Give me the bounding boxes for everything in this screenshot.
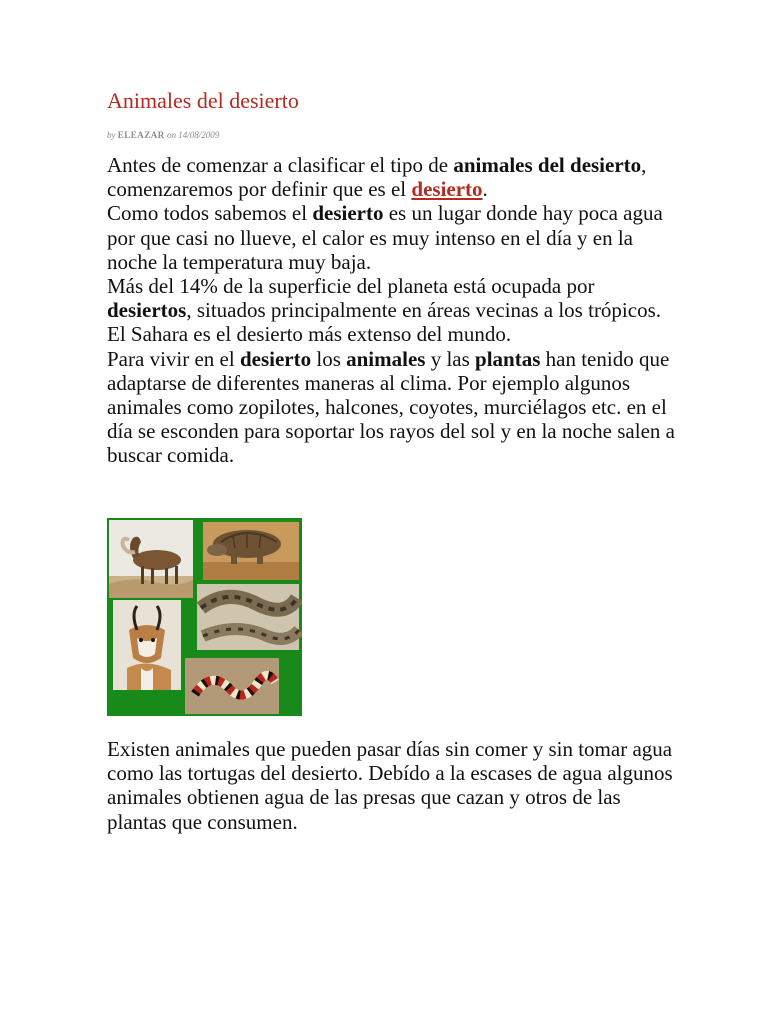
- paragraph-2: [107, 201, 663, 273]
- byline-author[interactable]: ELEAZAR: [117, 130, 165, 140]
- p4-text-4: han tenido que adaptarse de diferentes maneras al clima. Por ejemplo algunos animales como zopilotes, halcones, coyotes, murciélagos etc. en el día se esconden para soportar los rayos del sol y en la noche salen a buscar comida.: [107, 346, 675, 468]
- paragraph-5: Existen animales que pueden pasar días sin comer y sin tomar agua como las tortugas del desierto. Debído a la escases de agua algunos animales obtienen agua de las presas que cazan y otros de las plantas que consumen.: [107, 737, 673, 834]
- p3-text-2: , situados principalmente en áreas vecinas a los trópicos. El Sahara es el desierto más extenso del mundo.: [107, 298, 662, 347]
- rattlesnake-photo: [197, 584, 299, 650]
- desierto-link[interactable]: desierto: [411, 177, 483, 202]
- desert-tortoise-photo: [203, 522, 299, 580]
- p4-text-1: Para vivir en el: [107, 346, 240, 371]
- coral-snake-photo: [185, 658, 279, 714]
- pronghorn-photo: [113, 600, 181, 690]
- p2-text-1: Como todos sabemos el: [107, 201, 313, 226]
- p2-text-2: es un lugar donde hay poca agua por que casi no llueve, el calor es muy intenso en el día y en la noche la temperatura muy baja.: [107, 201, 663, 274]
- p4-text-2: los: [311, 346, 347, 371]
- byline: [107, 130, 219, 140]
- article-intro: [107, 153, 677, 468]
- article-outro: [107, 737, 677, 834]
- desert-animals-collage: [107, 518, 302, 716]
- bighorn-sheep-photo: [109, 520, 193, 598]
- paragraph-4: [107, 347, 675, 468]
- p3-text-1: Más del 14% de la superficie del planeta está ocupada por: [107, 274, 595, 299]
- p1-text-3: .: [482, 177, 488, 202]
- paragraph-3: [107, 274, 661, 346]
- paragraph-1: [107, 153, 646, 201]
- p1-text-2: , comenzaremos por definir que es el: [107, 153, 647, 202]
- p1-bold-1: animales del desierto: [453, 153, 642, 177]
- byline-on: on: [167, 130, 177, 140]
- collage-graphic: [107, 518, 302, 716]
- p1-text-1: Antes de comenzar a clasificar el tipo de: [107, 153, 454, 177]
- p4-bold-2: animales: [346, 346, 426, 371]
- p2-bold-1: desierto: [312, 201, 384, 226]
- byline-date: 14/08/2009: [178, 130, 220, 140]
- p4-text-3: y las: [425, 346, 476, 371]
- article-title[interactable]: Animales del desierto: [107, 88, 299, 113]
- byline-by: by: [107, 130, 116, 140]
- p4-bold-1: desierto: [239, 346, 312, 371]
- p4-bold-3: plantas: [475, 346, 541, 371]
- p3-bold-1: desiertos: [107, 298, 187, 323]
